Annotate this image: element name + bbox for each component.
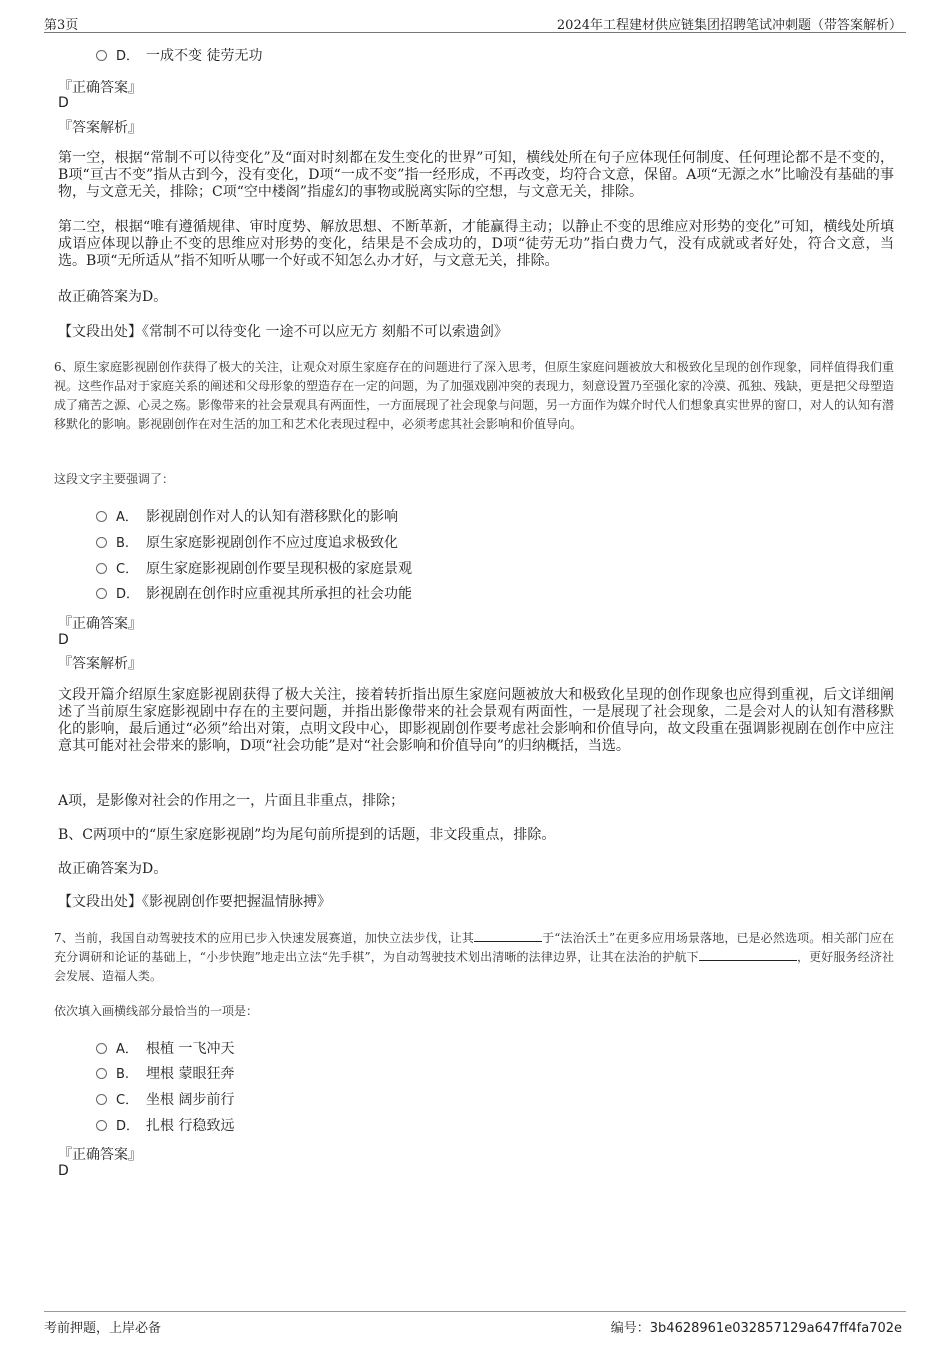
q5-analysis-p3: 故正确答案为D。	[58, 289, 168, 305]
page-footer	[44, 1311, 906, 1338]
q5-analysis-label: 『答案解析』	[58, 120, 142, 136]
q7-option-a[interactable]: A． 根植 一飞冲天	[96, 1040, 234, 1059]
radio-icon[interactable]	[96, 537, 107, 548]
footer-slogan: 考前押题，上岸必备	[44, 1321, 162, 1336]
q7-question-text: 7、当前，我国自动驾驶技术的应用已步入快速发展赛道，加快立法步伐，让其 于“法治沃土”在更多应用场景落地，已是必然选项。相关部门应在充分调研和论证的基础上，“小步快跑”地走出立法“先手棋”，为自动驾驶技术划出清晰的法律边界，让其在法治的护航下 ，更好服务经济社会发展、造福人类。	[54, 931, 895, 983]
page-number: 第3页	[44, 18, 79, 33]
page-header	[44, 12, 906, 33]
q6-source: 【文段出处】《影视剧创作要把握温情脉搏》	[58, 894, 331, 910]
q7-answer: D	[58, 1163, 69, 1179]
radio-icon[interactable]	[96, 1094, 107, 1105]
document-title: 2024年工程建材供应链集团招聘笔试冲刺题（带答案解析）	[556, 18, 902, 33]
q5-analysis-p2: 第二空，根据“唯有遵循规律、审时度势、解放思想、不断革新，才能赢得主动；以静止不变的思维应对形势的变化”可知，横线处所填成语应体现以静止不变的思维应对形势的变化，结果是不会成功的，D项“徒劳无功”指白费力气，没有成就或者好处，符合文意，当选。B项“无所适从”指不知听从哪一个好或不知怎么办才好，与文意无关，排除。	[58, 219, 894, 269]
radio-icon[interactable]	[96, 511, 107, 522]
radio-icon[interactable]	[96, 1120, 107, 1131]
q5-answer-label: 『正确答案』	[58, 80, 142, 96]
blank-1	[474, 929, 542, 942]
q5-source: 【文段出处】《常制不可以待变化 一途不可以应无方 刻船不可以索遗剑》	[58, 324, 508, 340]
q6-analysis-label: 『答案解析』	[58, 656, 142, 672]
radio-icon[interactable]	[96, 563, 107, 574]
q6-answer-label: 『正确答案』	[58, 616, 142, 632]
q6-analysis-p3: B、C两项中的“原生家庭影视剧”均为尾句前所提到的话题，非文段重点，排除。	[58, 827, 556, 843]
document-code: 编号：3b4628961e032857129a647ff4fa702e	[610, 1321, 902, 1336]
q6-analysis-p4: 故正确答案为D。	[58, 861, 168, 877]
q6-option-c[interactable]: C． 原生家庭影视剧创作要呈现积极的家庭景观	[96, 560, 412, 579]
q5-option-d[interactable]: D． 一成不变 徒劳无功	[96, 47, 262, 66]
q7-prompt: 依次填入画横线部分最恰当的一项是：	[54, 1004, 259, 1018]
q7-option-b[interactable]: B. 埋根 蒙眼狂奔	[96, 1065, 234, 1084]
q6-option-a[interactable]: A． 影视剧创作对人的认知有潜移默化的影响	[96, 508, 398, 527]
blank-2	[699, 948, 797, 961]
q6-analysis-p1: 文段开篇介绍原生家庭影视剧获得了极大关注，接着转折指出原生家庭问题被放大和极致化呈现的创作现象也应得到重视，后文详细阐述了当前原生家庭影视剧中存在的主要问题，并指出影像带来的社会景观有两面性，一是展现了社会现象，二是会对人的认知有潜移默化的影响，最后通过“必须”给出对策，点明文段中心，即影视剧创作要考虑社会影响和价值导向，故文段重在强调影视剧在创作中应注意其可能对社会带来的影响，D项“社会功能”是对“社会影响和价值导向”的归纳概括，当选。	[58, 687, 894, 754]
q7-option-d[interactable]: D． 扎根 行稳致远	[96, 1117, 234, 1136]
radio-icon[interactable]	[96, 1068, 107, 1079]
q6-answer: D	[58, 632, 69, 648]
radio-icon[interactable]	[96, 588, 107, 599]
q6-analysis-p2: A项，是影像对社会的作用之一，片面且非重点，排除；	[58, 793, 405, 809]
q6-prompt: 这段文字主要强调了：	[54, 472, 175, 486]
q6-question-text: 6、原生家庭影视剧创作获得了极大的关注，让观众对原生家庭存在的问题进行了深入思考，但原生家庭问题被放大和极致化呈现的创作现象，同样值得我们重视。这些作品对于家庭关系的阐述和父母形象的塑造存在一定的问题，为了加强戏剧冲突的表现力，刻意设置乃至强化家的冷漠、孤独、残缺，更是把父母塑造成了痛苦之源、心灵之殇。影像带来的社会景观具有两面性，一方面展现了社会现象与问题，另一方面作为媒介时代人们想象真实世界的窗口，对人的认知有潜移默化的影响。影视剧创作在对生活的加工和艺术化表现过程中，必须考虑其社会影响和价值导向。	[54, 360, 895, 431]
q7-option-c[interactable]: C． 坐根 阔步前行	[96, 1091, 234, 1110]
q6-option-d[interactable]: D． 影视剧在创作时应重视其所承担的社会功能	[96, 585, 412, 604]
radio-icon[interactable]	[96, 1043, 107, 1054]
q5-answer: D	[58, 95, 69, 111]
q7-answer-label: 『正确答案』	[58, 1147, 142, 1163]
q6-option-b[interactable]: B. 原生家庭影视剧创作不应过度追求极致化	[96, 534, 398, 553]
q5-analysis-p1: 第一空，根据“常制不可以待变化”及“面对时刻都在发生变化的世界”可知，横线处所在句子应体现任何制度、任何理论都不是不变的，B项“亘古不变”指从古到今，没有变化，D项“一成不变”指一经形成，不再改变，均符合文意，保留。A项“无源之水”比喻没有基础的事物，与文意无关，排除；C项“空中楼阁”指虚幻的事物或脱离实际的空想，与文意无关，排除。	[58, 150, 894, 200]
radio-icon[interactable]	[96, 50, 107, 61]
